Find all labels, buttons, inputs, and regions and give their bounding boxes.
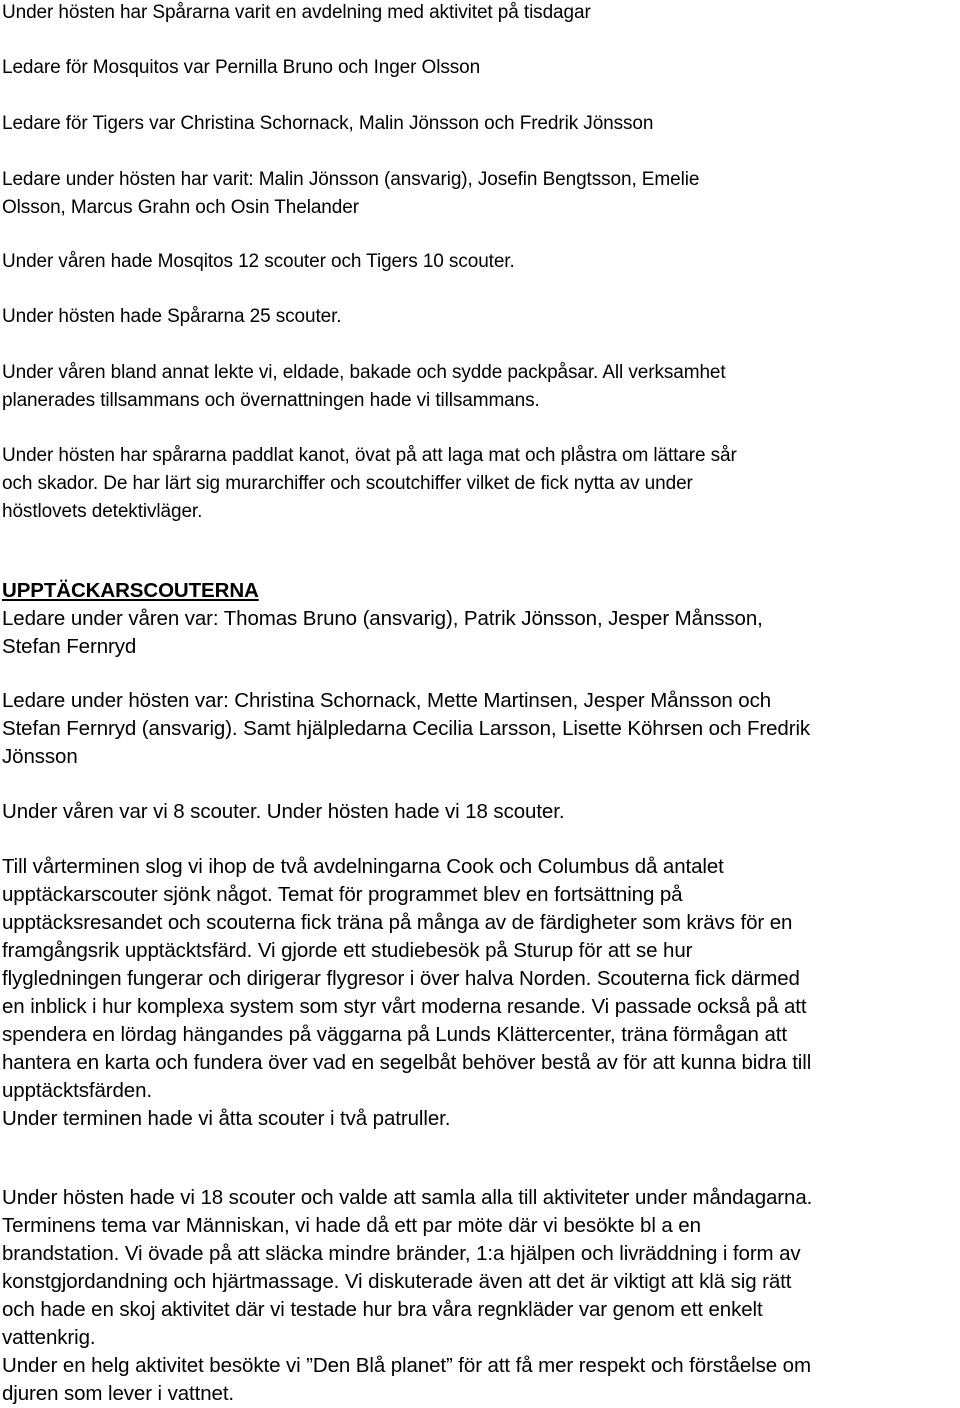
sparare-autumn-count: Under hösten hade Spårarna 25 scouter. [2, 306, 342, 327]
upptackar-autumn-report: Under hösten hade vi 18 scouter och valde att samla alla till aktiviteter under måndagarna. Terminens tema var Människan, vi hade då ett par möte där vi besökte bl a en brandstation. Vi övade på att släcka mindre bränder, 1:a hjälpen och livräddning i form av konstgjordandning och hjärtmassage. Vi diskuterade även att det är viktigt att klä sig rätt och hade en skoj aktivitet där vi testade hur bra våra regnkläder var genom ett enkelt vattenkrig. Under en helg aktivitet besökte vi ”Den Blå planet” för att få mer respekt och förståelse om djuren som lever i vattnet. [2, 1186, 813, 1405]
tigers-leaders: Ledare för Tigers var Christina Schornack, Malin Jönsson och Fredrik Jönsson [2, 113, 654, 134]
upptackar-spring-leaders: Ledare under våren var: Thomas Bruno (ansvarig), Patrik Jönsson, Jesper Månsson, Stefan Fernryd [2, 607, 763, 658]
mosquitos-leaders: Ledare för Mosquitos var Pernilla Bruno och Inger Olsson [2, 57, 481, 78]
upptackar-heading: UPPTÄCKARSCOUTERNA [2, 579, 259, 602]
sparare-intro: Under hösten har Spårarna varit en avdelning med aktivitet på tisdagar [2, 2, 591, 23]
upptackar-counts: Under våren var vi 8 scouter. Under hösten hade vi 18 scouter. [2, 800, 565, 823]
upptackar-spring-report: Till vårterminen slog vi ihop de två avdelningarna Cook och Columbus då antalet upptäckarscouter sjönk något. Temat för programmet blev en fortsättning på upptäcksresandet och scouterna fick träna på många av de färdigheter som krävs för en framgångsrik upptäcktsfärd. Vi gjorde ett studiebesök på Sturup för att se hur flygledningen fungerar och dirigerar flygresor i över halva Norden. Scouterna fick därmed en inblick i hur komplexa system som styr vårt moderna resande. Vi passade också på att spendera en lördag hängandes på väggarna på Lunds Klättercenter, träna förmågan att hantera en karta och fundera över vad en segelbåt behöver bestå av för att kunna bidra till upptäcktsfärden. Under terminen hade vi åtta scouter i två patruller. [2, 855, 812, 1130]
upptackar-autumn-leaders: Ledare under hösten var: Christina Schornack, Mette Martinsen, Jesper Månsson och Stefan Fernryd (ansvarig). Samt hjälpledarna Cecilia Larsson, Lisette Köhrsen och Fredrik Jönsson [2, 689, 811, 768]
sparare-autumn-activities: Under hösten har spårarna paddlat kanot, övat på att laga mat och plåstra om lättare sår och skador. De har lärt sig murarchiffer och scoutchiffer vilket de fick nytta av under höstlovets detektivläger. [2, 445, 737, 522]
sparare-spring-activities: Under våren bland annat lekte vi, eldade, bakade och sydde packpåsar. All verksamhet planerades tillsammans och övernattningen hade vi tillsammans. [2, 362, 726, 411]
sparare-autumn-leaders: Ledare under hösten har varit: Malin Jönsson (ansvarig), Josefin Bengtsson, Emelie Olsson, Marcus Grahn och Osin Thelander [2, 169, 700, 218]
sparare-spring-count: Under våren hade Mosqitos 12 scouter och Tigers 10 scouter. [2, 251, 515, 272]
